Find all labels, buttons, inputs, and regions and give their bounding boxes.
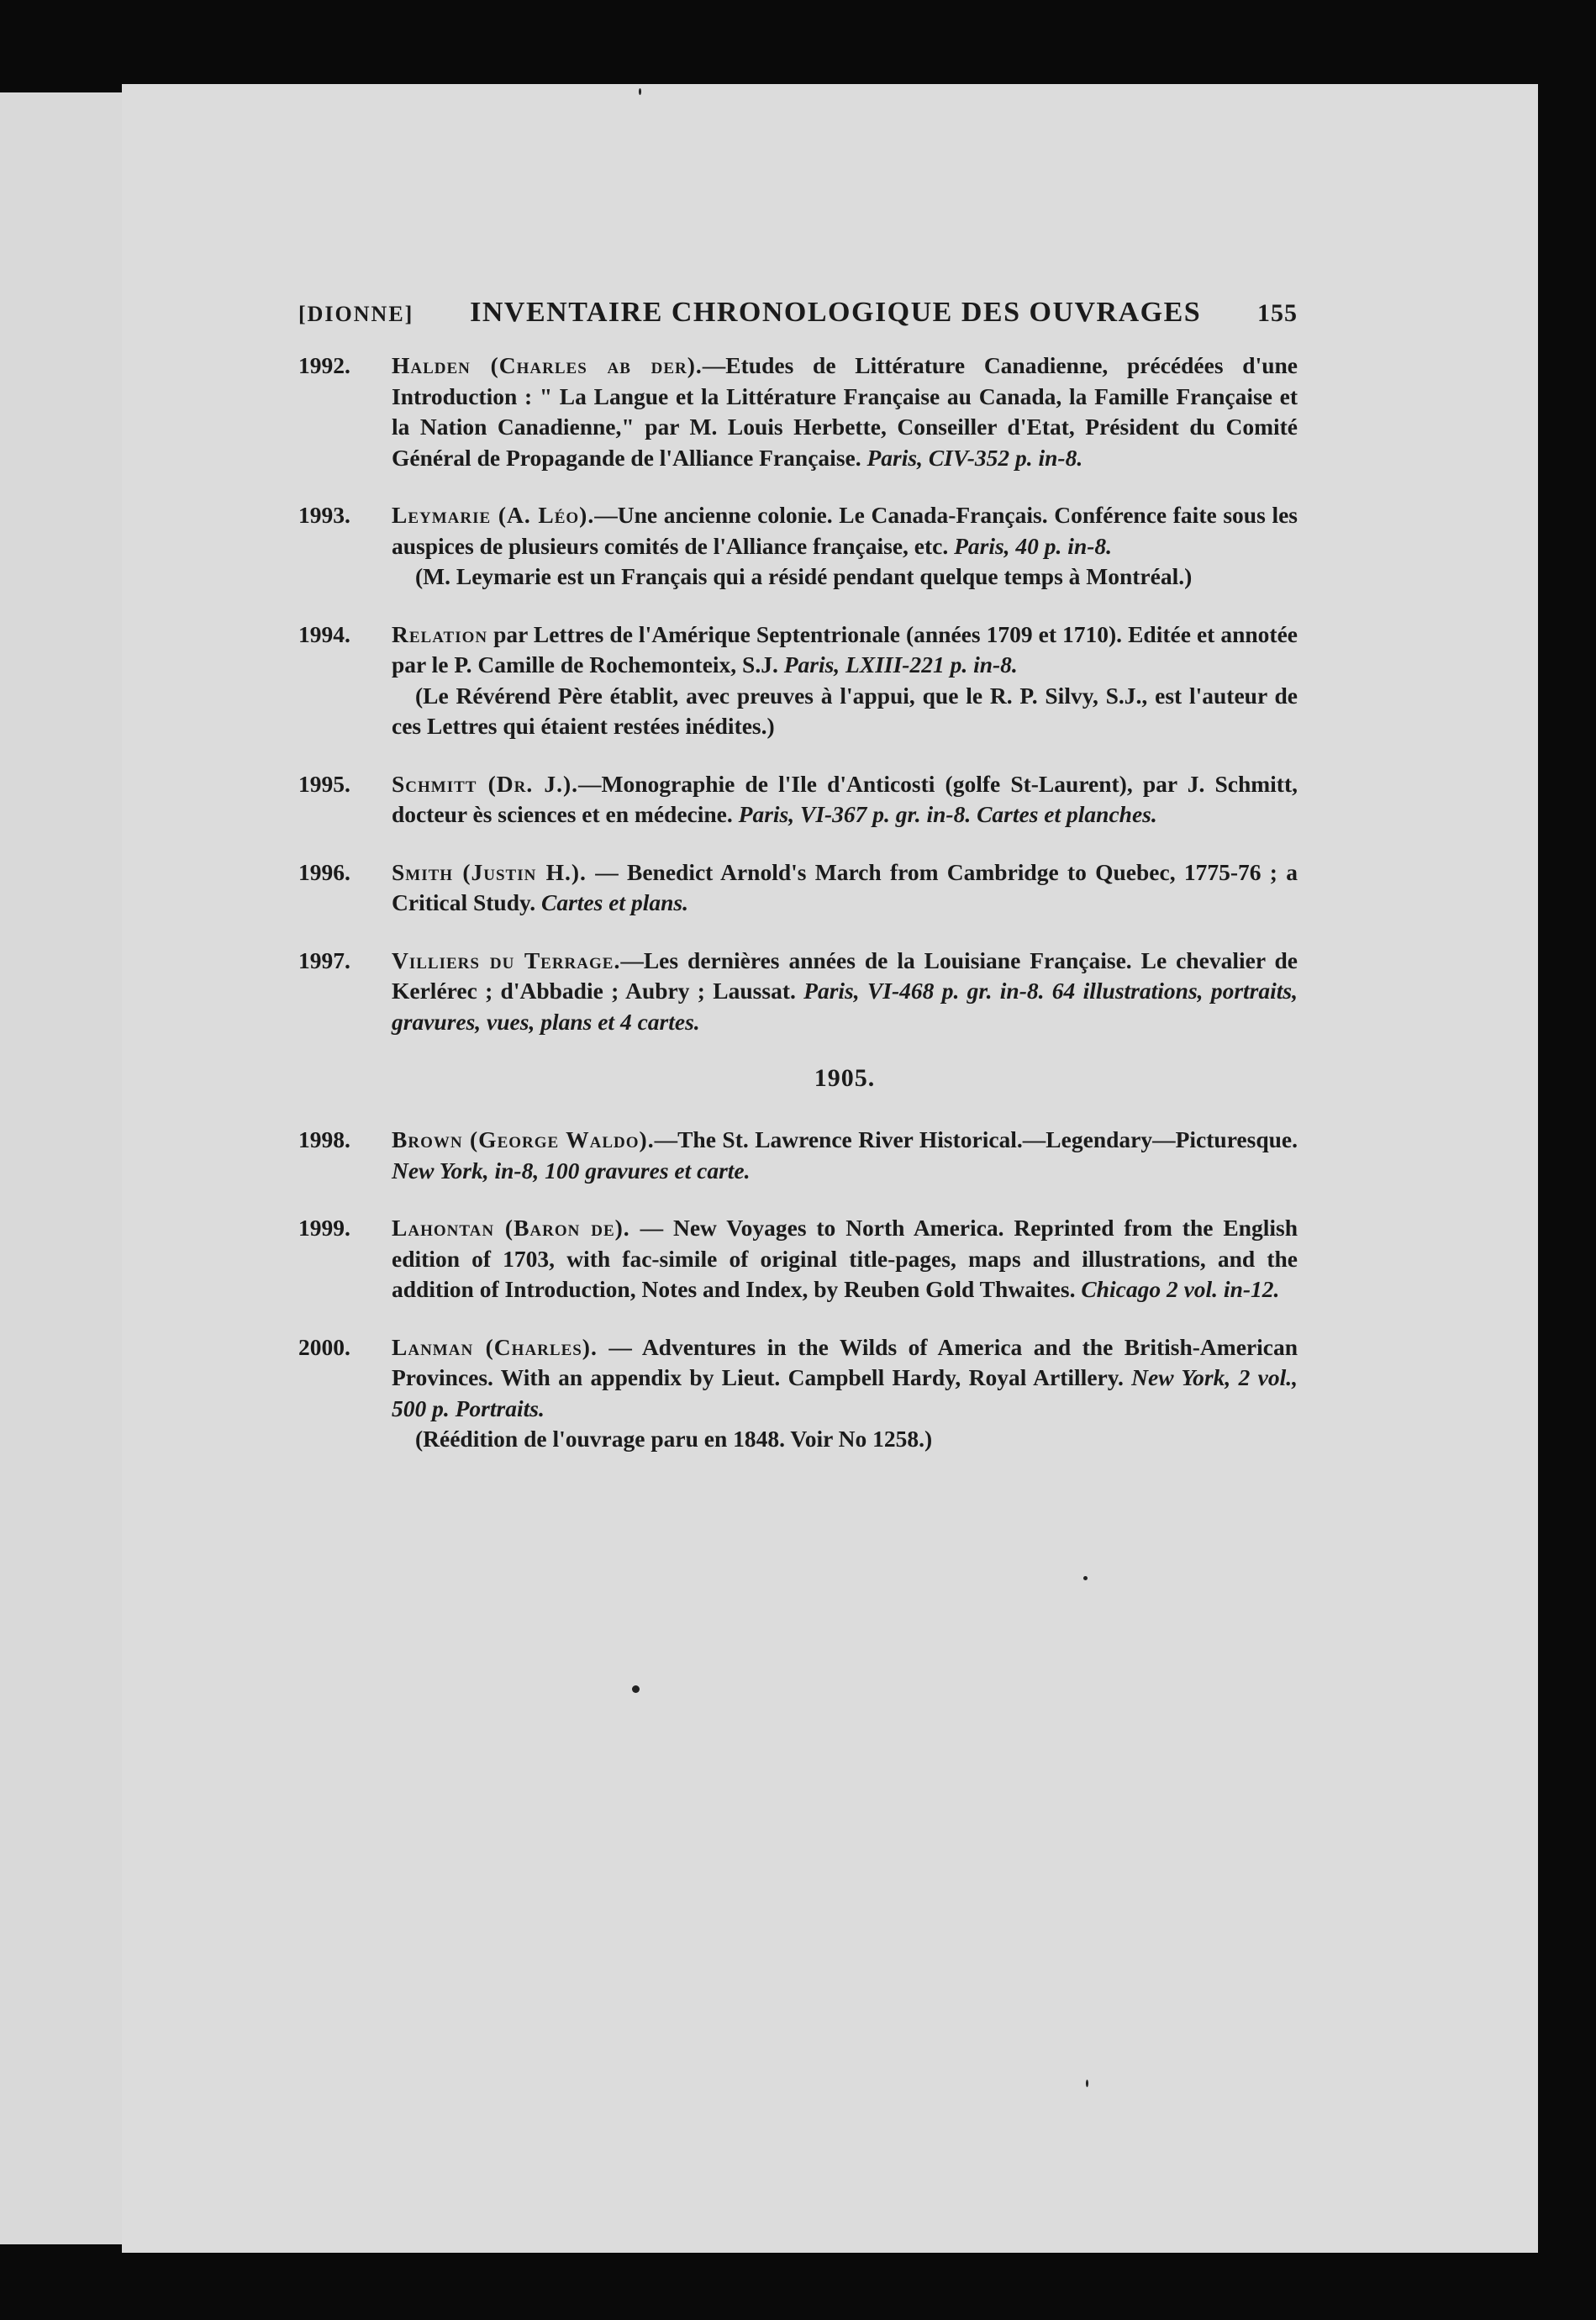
entry-text: — Adventures in the Wilds of America and the British-American Provinces. With an appendix by Lieut. Campbell Hardy, Royal Artillery. [392, 1333, 1298, 1390]
entry-number: 1996. [298, 858, 350, 885]
year-heading: 1905. [814, 1064, 876, 1092]
entry-author: Brown (George Waldo). [392, 1126, 655, 1152]
entry-number: 1995. [298, 770, 350, 797]
entry-publication: Paris, VI-367 p. gr. in-8. Cartes et planches. [738, 801, 1157, 827]
entry-author: Schmitt (Dr. J.). [392, 770, 578, 797]
entry-publication: Paris, VI-468 p. gr. in-8. 64 illustrations, portraits, gravures, vues, plans et 4 cartes. [392, 978, 1298, 1035]
entry-text: —Les dernières années de la Louisiane Française. Le chevalier de Kerlérec ; d'Abbadie ; Aubry ; Laussat. [392, 946, 1298, 1004]
entry-note: (M. Leymarie est un Français qui a résidé pendant quelque temps à Montréal.) [415, 563, 1193, 589]
book-page [122, 84, 1538, 2253]
entry-number: 1998. [298, 1126, 350, 1152]
entry-number: 1993. [298, 502, 350, 528]
ink-speck [639, 88, 641, 95]
bibliography-entry [298, 500, 1298, 593]
entry-author: Leymarie (A. Léo). [392, 502, 595, 528]
bibliography-entry [298, 1332, 1298, 1455]
entry-text: par Lettres de l'Amérique Septentrionale (années 1709 et 1710). Editée et annotée par le P. Camille de Rochemonteix, S.J. [392, 620, 1298, 678]
entry-author: Smith (Justin H.). [392, 858, 587, 885]
page-content [298, 297, 1298, 1482]
entry-number: 1997. [298, 946, 350, 973]
entry-number: 1992. [298, 352, 350, 378]
entry-text: —Monographie de l'Ile d'Anticosti (golfe St-Laurent), par J. Schmitt, docteur ès sciences et en médecine. [392, 770, 1298, 827]
ink-speck [632, 1685, 640, 1693]
entry-text: —Etudes de Littérature Canadienne, précédées d'une Introduction : " La Langue et la Littérature Française au Canada, la Famille Française et la Nation Canadienne," par M. Louis Herbette, Conseiller d'Etat, Président du Comité Général de Propagande de l'Alliance Française. [392, 352, 1298, 471]
bibliography-entry [298, 769, 1298, 830]
entry-publication: Paris, LXIII-221 p. in-8. [783, 651, 1018, 678]
facing-page-edge [0, 92, 122, 2244]
entry-author: Villiers du Terrage. [392, 946, 621, 973]
bibliography-entry [298, 857, 1298, 919]
running-head-title: INVENTAIRE CHRONOLOGIQUE DES OUVRAGES [470, 297, 1202, 328]
bibliography-entry [298, 351, 1298, 473]
entry-note: (Réédition de l'ouvrage paru en 1848. Voir No 1258.) [415, 1426, 933, 1452]
entry-publication: Cartes et plans. [541, 889, 688, 915]
entry-text: —The St. Lawrence River Historical.—Legendary—Picturesque. [654, 1126, 1298, 1152]
entry-publication: Paris, CIV-352 p. in-8. [866, 444, 1083, 471]
entry-publication: Chicago 2 vol. in-12. [1081, 1276, 1280, 1302]
entry-number: 2000. [298, 1333, 350, 1360]
entry-number: 1994. [298, 620, 350, 647]
entry-publication: New York, in-8, 100 gravures et carte. [392, 1157, 751, 1184]
entry-note: (Le Révérend Père établit, avec preuves à l'appui, que le R. P. Silvy, S.J., est l'auteur de ces Lettres qui étaient restées inédites.) [392, 682, 1298, 739]
running-head [298, 297, 1298, 329]
ink-speck [1086, 2080, 1088, 2087]
entry-author: Lahontan (Baron de). [392, 1215, 630, 1241]
entry-text: —Une ancienne colonie. Le Canada-Français. Conférence faite sous les auspices de plusieurs comités de l'Alliance française, etc. [392, 502, 1298, 559]
running-head-author: [DIONNE] [298, 302, 414, 326]
entry-author: Lanman (Charles). [392, 1333, 598, 1360]
bibliography-entry [298, 620, 1298, 742]
page-number: 155 [1257, 299, 1298, 327]
entry-publication: New York, 2 vol., 500 p. Portraits. [392, 1364, 1298, 1421]
entry-text: — Benedict Arnold's March from Cambridge to Quebec, 1775-76 ; a Critical Study. [392, 858, 1298, 915]
entry-text: — New Voyages to North America. Reprinted from the English edition of 1703, with fac-simile of original title-pages, maps and illustrations, and the addition of Introduction, Notes and Index, by Reuben Gold Thwaites. [392, 1215, 1298, 1302]
entry-number: 1999. [298, 1215, 350, 1241]
bibliography-entry [298, 946, 1298, 1038]
ink-speck [1083, 1576, 1088, 1580]
entry-publication: Paris, 40 p. in-8. [954, 532, 1113, 559]
entry-author: Relation [392, 620, 488, 647]
entry-author: Halden (Charles ab der). [392, 352, 703, 378]
bibliography-entry [298, 1213, 1298, 1305]
bibliography-entry [298, 1125, 1298, 1186]
